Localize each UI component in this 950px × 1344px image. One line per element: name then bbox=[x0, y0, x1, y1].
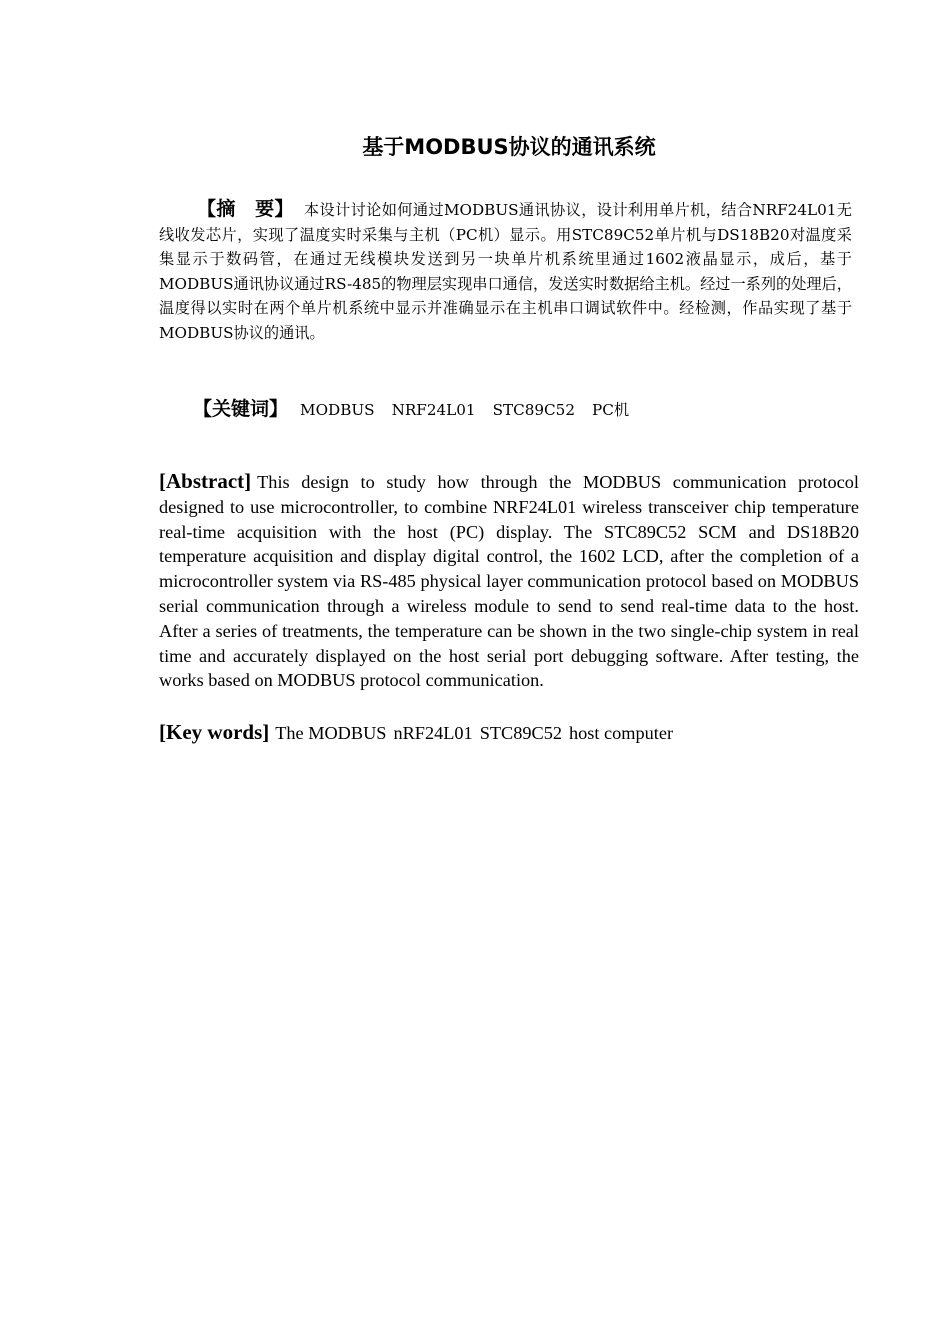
paper-title: 基于MODBUS协议的通讯系统 bbox=[362, 135, 656, 159]
english-keyword: STC89C52 bbox=[479, 723, 562, 743]
chinese-keyword: MODBUS bbox=[300, 401, 375, 419]
chinese-keyword: NRF24L01 bbox=[391, 401, 476, 419]
chinese-keyword: STC89C52 bbox=[492, 401, 575, 419]
english-keyword: The MODBUS bbox=[275, 723, 387, 743]
english-keyword: nRF24L01 bbox=[393, 723, 473, 743]
chinese-keyword: PC机 bbox=[592, 401, 630, 419]
chinese-abstract-label: 【摘 要】 bbox=[197, 198, 294, 220]
english-keywords bbox=[159, 718, 859, 747]
chinese-keywords bbox=[193, 395, 853, 424]
english-abstract-label: [Abstract] bbox=[159, 469, 252, 493]
chinese-abstract bbox=[159, 197, 852, 346]
chinese-keywords-label: 【关键词】 bbox=[193, 398, 289, 420]
english-abstract-body: This design to study how through the MODBUS communication protocol designed to use microcontroller, to combine NRF24L01 wireless transceiver chip temperature real-time acquisition with the host (PC) display. The STC89C52 SCM and DS18B20 temperature acquisition and display digital control, the 1602 LCD, after the completion of a microcontroller system via RS-485 physical layer communication protocol based on MODBUS serial communication through a wireless module to send to send real-time data to the host. After a series of treatments, the temperature can be shown in the two single-chip system in real time and accurately displayed on the host serial port debugging software. After testing, the works based on MODBUS protocol communication. bbox=[159, 472, 859, 691]
english-keyword: host computer bbox=[568, 723, 674, 743]
english-abstract bbox=[159, 469, 859, 693]
chinese-abstract-body: 本设计讨论如何通过MODBUS通讯协议，设计利用单片机，结合NRF24L01无线收发芯片，实现了温度实时采集与主机（PC机）显示。用STC89C52单片机与DS18B20对温度采集显示于数码管，在通过无线模块发送到另一块单片机系统里通过1602液晶显示，成后，基于MODBUS通讯协议通过RS-485的物理层实现串口通信，发送实时数据给主机。经过一系列的处理后，温度得以实时在两个单片机系统中显示并准确显示在主机串口调试软件中。经检测，作品实现了基于MODBUS协议的通讯。 bbox=[159, 201, 852, 342]
english-keywords-label: [Key words] bbox=[159, 720, 270, 744]
